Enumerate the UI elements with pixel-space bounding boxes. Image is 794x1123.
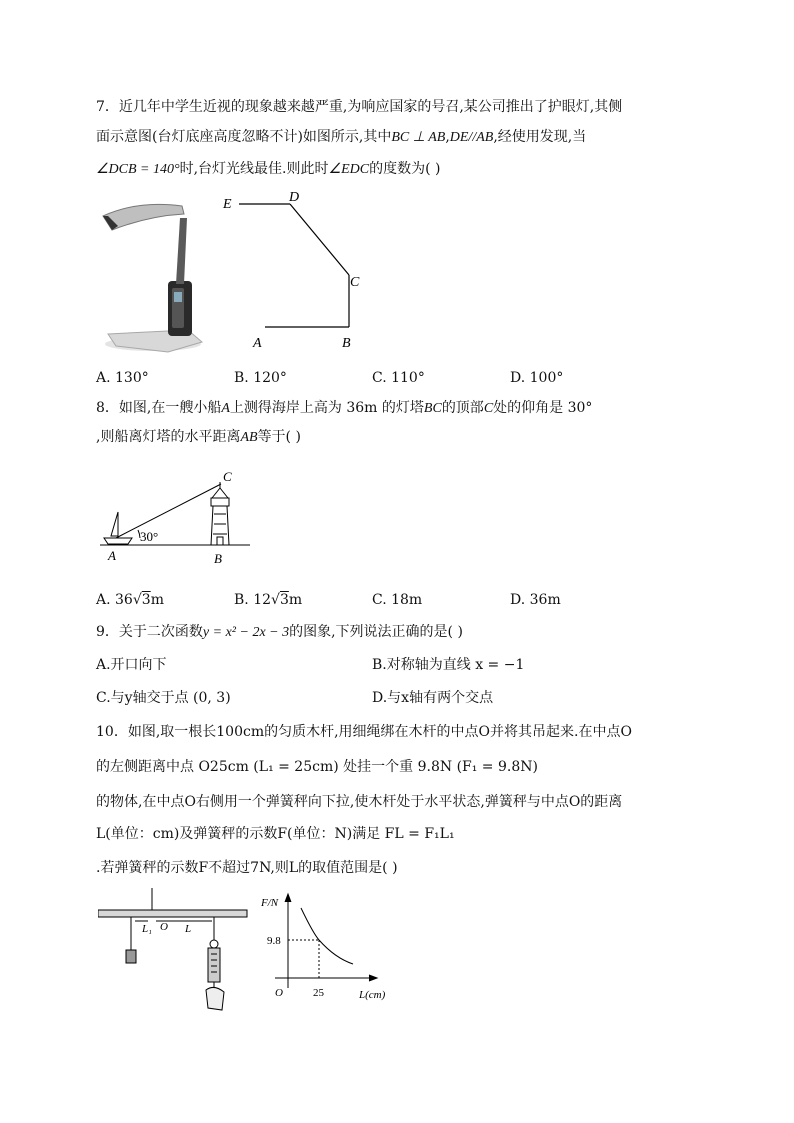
q8-option-b: B. 12√3m	[234, 592, 303, 608]
q7-text: ,经使用发现,当	[493, 129, 587, 145]
q9-option-b: B.对称轴为直线 x = −1	[372, 657, 525, 673]
label-A: A	[108, 548, 116, 563]
q10-line-4: L(单位：cm)及弹簧秤的示数F(单位：N)满足 FL = F₁L₁	[96, 826, 455, 842]
tick-label-25: 25	[313, 987, 324, 999]
axis-label-Lcm: L(cm)	[359, 989, 386, 1001]
label-E: E	[223, 197, 232, 212]
q8-text: 的顶部	[441, 400, 484, 416]
q8-option-d: D. 36m	[510, 592, 561, 608]
q9-option-c: C.与y轴交于点 (0, 3)	[96, 690, 231, 706]
q10-line-3: 的物体,在中点O右侧用一个弹簧秤向下拉,使木杆处于水平状态,弹簧秤与中点O的距离	[96, 794, 623, 810]
q7-geometry-diagram	[215, 188, 375, 353]
q10-lever-diagram	[98, 888, 250, 1013]
label-B: B	[214, 551, 222, 566]
q7-math: BC ⊥ AB	[391, 130, 446, 145]
q7-text: 的度数为( )	[369, 161, 441, 177]
q8-math: A	[221, 401, 230, 416]
q10-line-1: 10．如图,取一根长100cm的匀质木杆,用细绳绑在木杆的中点O并将其吊起来.在中点O	[96, 724, 632, 740]
q8-option-a: A. 36√3m	[96, 592, 164, 608]
q9-text: 的图象,下列说法正确的是( )	[289, 624, 463, 640]
q8-option-c: C. 18m	[372, 592, 423, 608]
q7-text: 面示意图(台灯底座高度忽略不计)如图所示,其中	[96, 129, 392, 145]
label-L: L	[185, 923, 192, 935]
q9-math: y = x² − 2x − 3	[202, 625, 290, 640]
q8-line-2	[96, 427, 301, 448]
q8-text: 处的仰角是 30°	[493, 400, 593, 416]
q8-text: ,则船离灯塔的水平距离	[96, 429, 241, 445]
q7-option-c: C. 110°	[372, 370, 425, 386]
q7-math: ∠DCB = 140°	[96, 162, 180, 177]
q7-line-1: 7．近几年中学生近视的现象越来越严重,为响应国家的号召,某公司推出了护眼灯,其侧	[96, 99, 623, 115]
origin-label: O	[275, 987, 283, 999]
q7-math: ∠EDC	[328, 162, 370, 177]
q10-line-5: .若弹簧秤的示数F不超过7N,则L的取值范围是( )	[96, 860, 398, 876]
q9-option-a: A.开口向下	[96, 657, 167, 673]
q8-text: 等于( )	[257, 429, 301, 445]
angle-label: 30°	[140, 529, 159, 544]
label-C: C	[350, 275, 360, 290]
label-L1: L₁	[142, 923, 152, 935]
q9-line-1	[96, 622, 463, 643]
q8-line-1	[96, 398, 592, 419]
q8-text: 上测得海岸上高为 36m 的灯塔	[229, 400, 424, 416]
label-B: B	[342, 336, 351, 351]
q8-text: 8．如图,在一艘小船	[96, 400, 222, 416]
label-D: D	[289, 190, 300, 205]
q10-line-2: 的左侧距离中点 O25cm (L₁ = 25cm) 处挂一个重 9.8N (F₁ = 9.8N)	[96, 759, 538, 775]
q7-option-b: B. 120°	[234, 370, 287, 386]
q7-text: 时,台灯光线最佳.则此时	[179, 161, 329, 177]
tick-label-9-8: 9.8	[267, 935, 281, 947]
label-O: O	[160, 921, 168, 933]
q7-option-d: D. 100°	[510, 370, 564, 386]
q9-option-d: D.与x轴有两个交点	[372, 690, 494, 706]
q8-math: BC	[423, 401, 442, 416]
label-C: C	[223, 469, 232, 484]
q9-text: 9．关于二次函数	[96, 624, 203, 640]
q7-option-a: A. 130°	[96, 370, 149, 386]
axis-label-FN: F/N	[261, 897, 279, 909]
label-A: A	[253, 336, 262, 351]
q8-math: C	[483, 401, 494, 416]
q7-text: ,	[445, 129, 450, 145]
q7-math: DE//AB	[449, 130, 494, 145]
q10-inverse-graph	[255, 888, 400, 1008]
q7-line-2	[96, 127, 586, 148]
q7-line-3	[96, 159, 440, 180]
q8-math: AB	[240, 430, 258, 445]
desk-lamp-image	[98, 196, 208, 356]
q8-lighthouse-diagram	[100, 466, 250, 570]
